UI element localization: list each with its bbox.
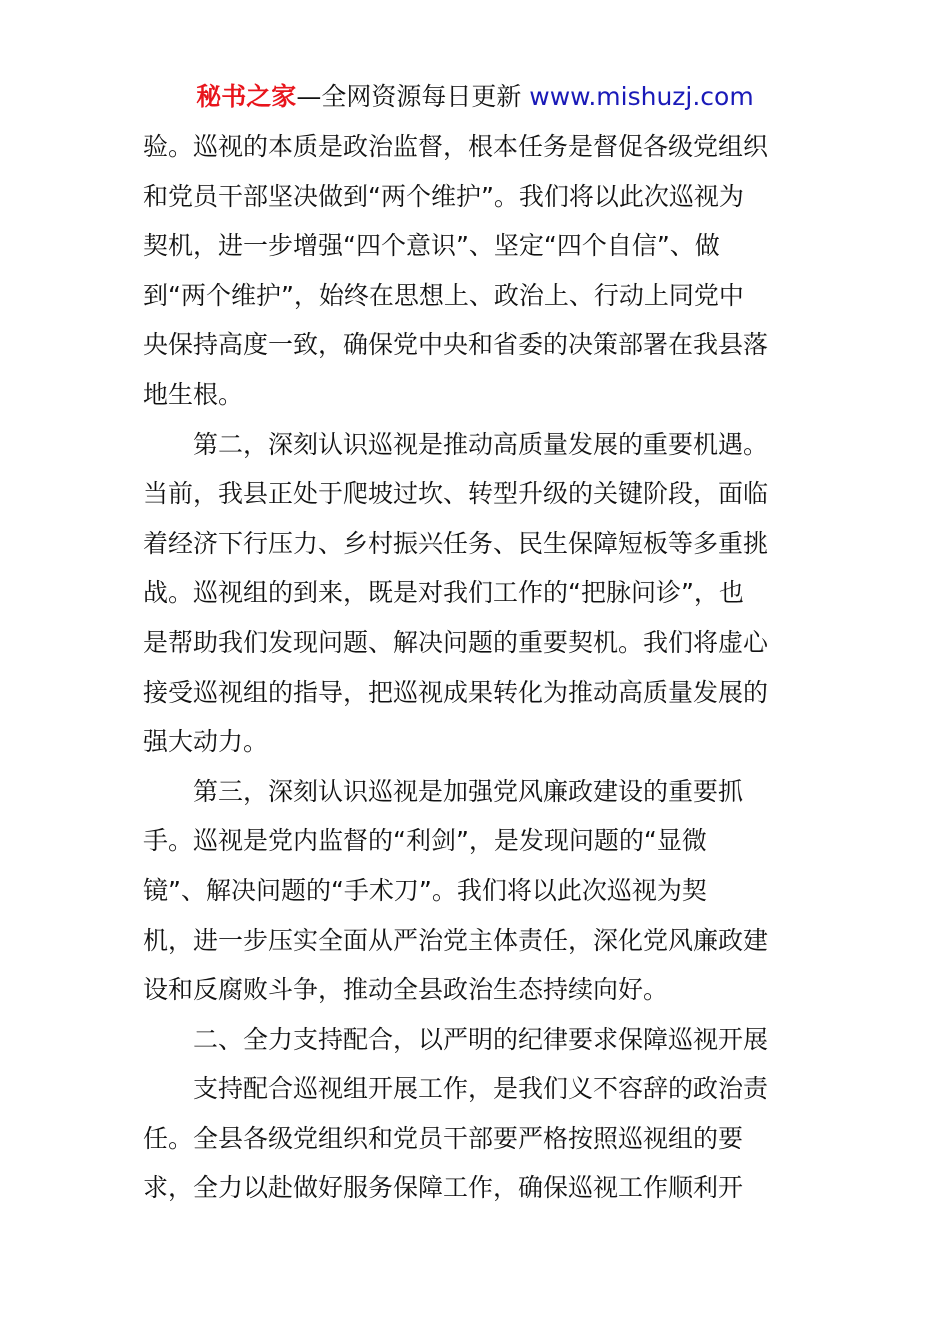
text-line: 契机，进一步增强“四个意识”、坚定“四个自信”、做 [143,231,720,261]
text-line: 验。巡视的本质是政治监督，根本任务是督促各级党组织 [143,132,769,161]
brand-name: 秘书之家 [196,82,297,111]
paragraph-start-line: 支持配合巡视组开展工作，是我们义不容辞的政治责 [193,1074,769,1104]
section-heading: 二、全力支持配合，以严明的纪律要求保障巡视开展 [193,1024,769,1054]
text-line: 设和反腐败斗争，推动全县政治生态持续向好。 [143,975,669,1005]
site-url-link[interactable]: www.mishuzj.com [529,82,754,111]
text-line: 地生根。 [143,379,244,409]
site-header [0,80,950,114]
text-line: 接受巡视组的指导，把巡视成果转化为推动高质量发展的 [143,677,769,707]
text-line: 着经济下行压力、乡村振兴任务、民生保障短板等多重挑 [143,528,769,558]
text-line: 强大动力。 [143,727,269,757]
text-line: 机，进一步压实全面从严治党主体责任，深化党风廉政建 [143,925,769,955]
text-line: 央保持高度一致，确保党中央和省委的决策部署在我县落 [143,330,769,360]
paragraph-start-line: 第二，深刻认识巡视是推动高质量发展的重要机遇。 [193,429,769,459]
text-line: 当前，我县正处于爬坡过坎、转型升级的关键阶段，面临 [143,479,769,509]
text-line: 任。全县各级党组织和党员干部要严格按照巡视组的要 [143,1123,744,1153]
document-body [143,122,807,1213]
text-line: 和党员干部坚决做到“两个维护”。我们将以此次巡视为 [143,181,744,211]
text-line: 手。巡视是党内监督的“利剑”，是发现问题的“显微 [143,826,707,856]
text-line: 是帮助我们发现问题、解决问题的重要契机。我们将虚心 [143,627,769,657]
text-line: 到“两个维护”，始终在思想上、政治上、行动上同党中 [143,280,744,310]
text-line: 战。巡视组的到来，既是对我们工作的“把脉问诊”，也 [143,578,744,608]
header-tagline: —全网资源每日更新 [296,82,522,111]
paragraph-start-line: 第三，深刻认识巡视是加强党风廉政建设的重要抓 [193,776,744,806]
text-line: 镜”、解决问题的“手术刀”。我们将以此次巡视为契 [143,875,707,905]
text-line: 求，全力以赴做好服务保障工作，确保巡视工作顺利开 [143,1173,744,1203]
